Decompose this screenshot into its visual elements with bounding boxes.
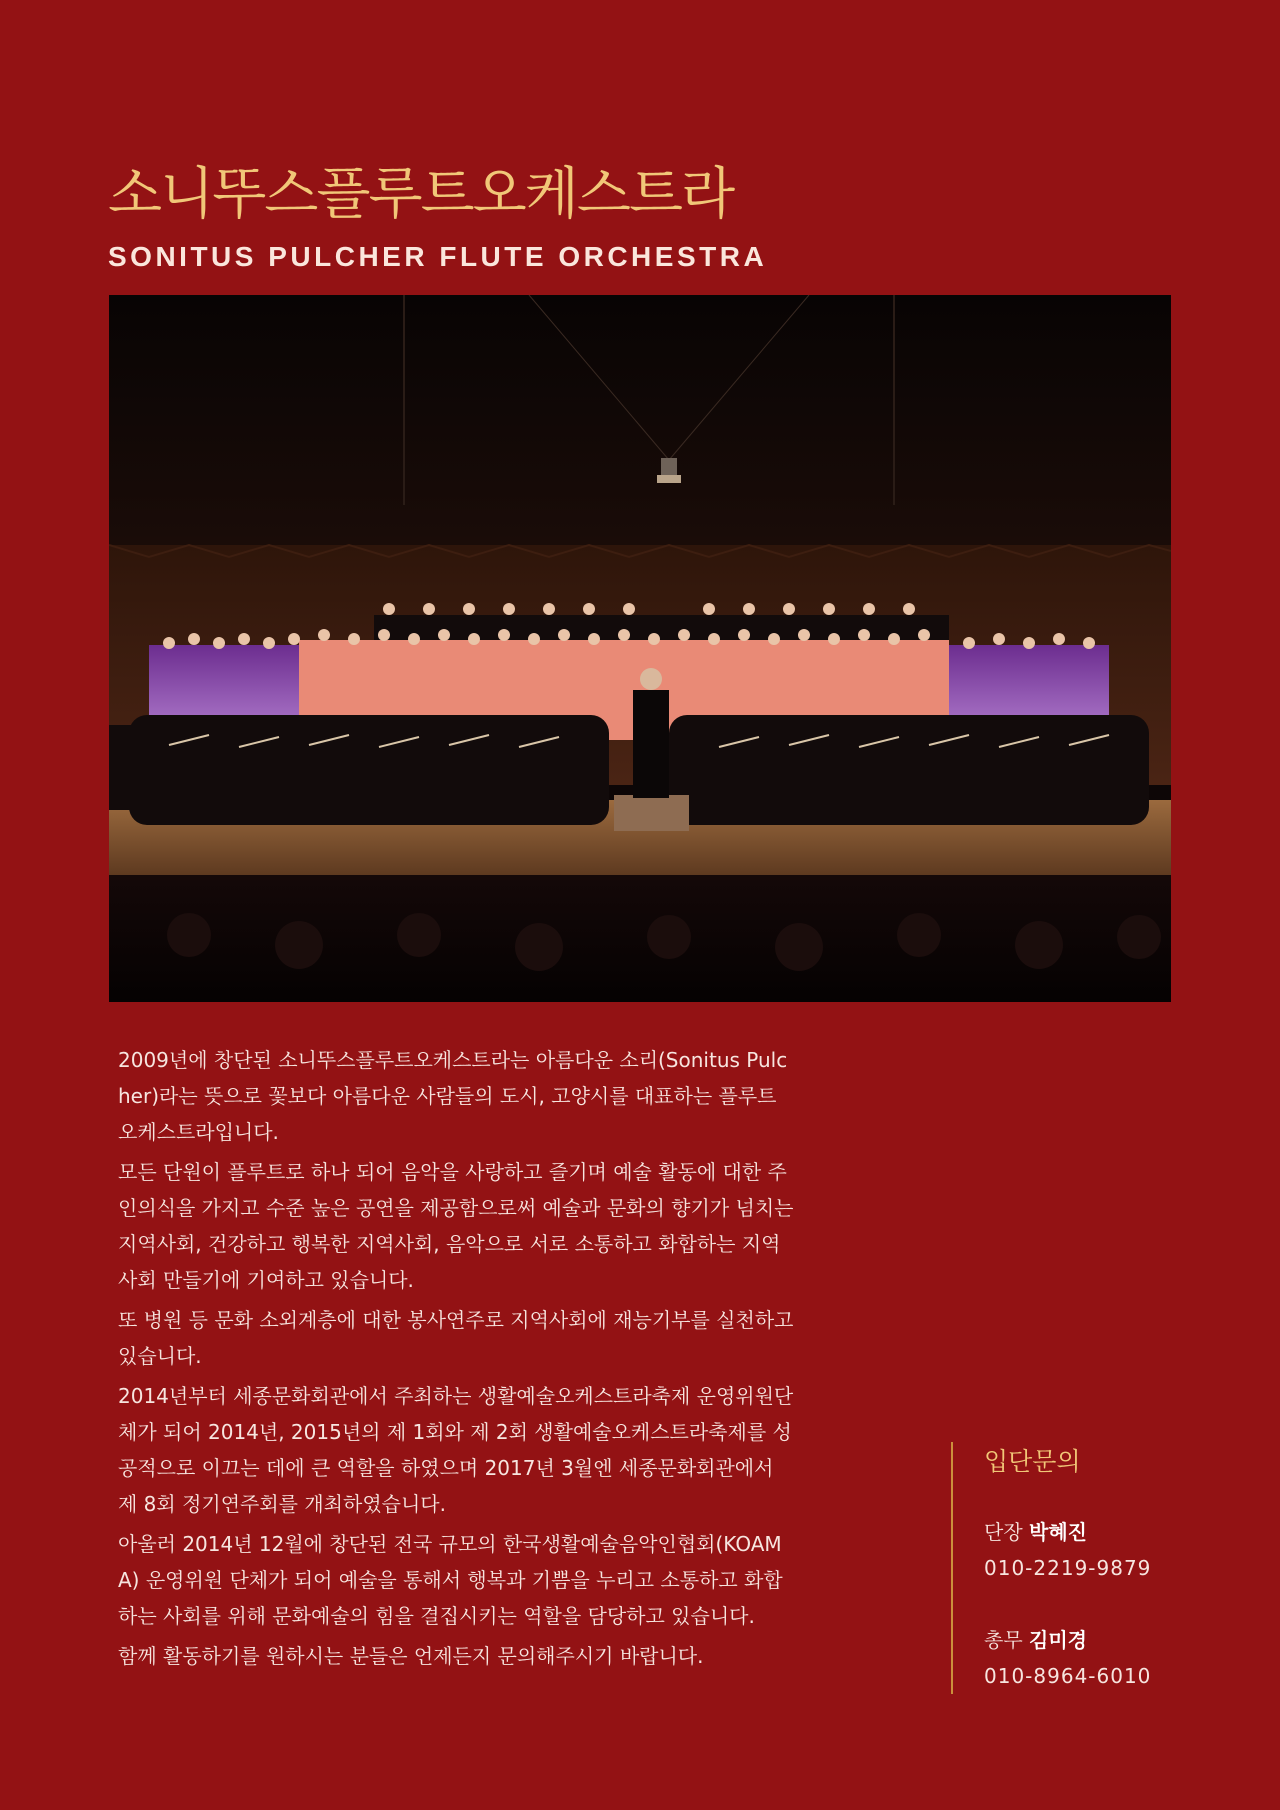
contact-name: 박혜진 [1029,1520,1087,1544]
contact-leader [984,1514,1211,1586]
page-title: 소니뚜스플루트오케스트라 [108,162,734,227]
orchestra-photo [109,295,1171,1002]
concert-stage-illustration [109,295,1171,1002]
contact-role: 총무 [984,1628,1023,1652]
contact-phone: 010-8964-6010 [984,1664,1152,1688]
inquiry-title: 입단문의 [984,1447,1081,1476]
contact-role: 단장 [984,1520,1023,1544]
description [118,1042,798,1678]
description-paragraph: 아울러 2014년 12월에 창단된 전국 규모의 한국생활예술음악인협회(KOAMA) 운영위원 단체가 되어 예술을 통해서 행복과 기쁨을 누리고 소통하고 화합하는 사회를 위해 문화예술의 힘을 결집시키는 역할을 담당하고 있습니다. [118,1532,783,1628]
description-paragraph: 2014년부터 세종문화회관에서 주최하는 생활예술오케스트라축제 운영위원단체가 되어 2014년, 2015년의 제 1회와 제 2회 생활예술오케스트라축제를 성공적으로 이끄는 데에 큰 역할을 하였으며 2017년 3월엔 세종문화회관에서 제 8회 정기연주회를 개최하였습니다. [118,1384,794,1516]
description-paragraph: 함께 활동하기를 원하시는 분들은 언제든지 문의해주시기 바랍니다. [118,1644,704,1668]
page-subtitle: SONITUS PULCHER FLUTE ORCHESTRA [108,241,768,272]
contact-phone: 010-2219-9879 [984,1556,1152,1580]
description-paragraph: 2009년에 창단된 소니뚜스플루트오케스트라는 아름다운 소리(Sonitus Pulcher)라는 뜻으로 꽃보다 아름다운 사람들의 도시, 고양시를 대표하는 플루트 오케스트라입니다. [118,1048,788,1144]
membership-inquiry [951,1442,1211,1694]
description-paragraph: 또 병원 등 문화 소외계층에 대한 봉사연주로 지역사회에 재능기부를 실천하고 있습니다. [118,1308,794,1368]
description-paragraph: 모든 단원이 플루트로 하나 되어 음악을 사랑하고 즐기며 예술 활동에 대한 주인의식을 가지고 수준 높은 공연을 제공함으로써 예술과 문화의 향기가 넘치는 지역사회, 건강하고 행복한 지역사회, 음악으로 서로 소통하고 화합하는 지역사회 만들기에 기여하고 있습니다. [118,1160,794,1292]
contact-name: 김미경 [1029,1628,1087,1652]
contact-manager [984,1622,1211,1694]
